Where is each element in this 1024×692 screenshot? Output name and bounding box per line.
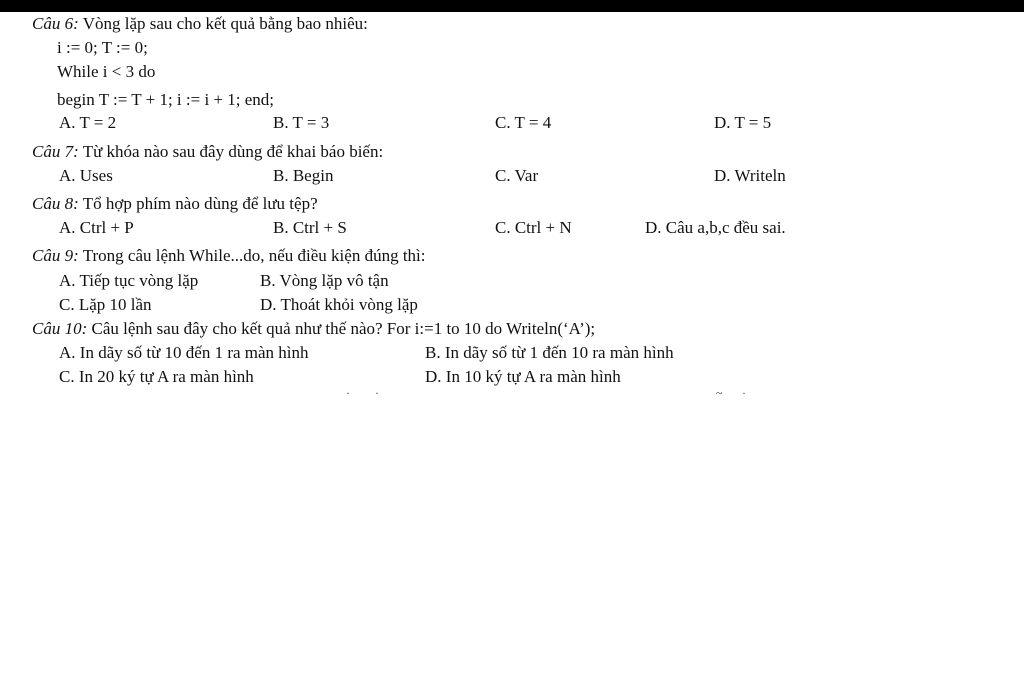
question-6-option-d: D. T = 5 bbox=[714, 113, 772, 132]
question-7-option-b: B. Begin bbox=[273, 166, 334, 185]
question-8-option-a: A. Ctrl + P bbox=[59, 218, 134, 237]
question-10-option-a: A. In dãy số từ 10 đến 1 ra màn hình bbox=[59, 343, 309, 362]
question-9-option-d: D. Thoát khỏi vòng lặp bbox=[260, 295, 418, 314]
question-6-option-a: A. T = 2 bbox=[59, 113, 117, 132]
question-9-option-c: C. Lặp 10 lần bbox=[59, 295, 152, 314]
question-6-label: Câu 6: bbox=[32, 14, 79, 33]
question-8 bbox=[32, 194, 318, 214]
question-8-option-d: D. Câu a,b,c đều sai. bbox=[645, 218, 786, 237]
question-6-option-b: B. T = 3 bbox=[273, 113, 330, 132]
question-7 bbox=[32, 142, 383, 162]
question-6-option-c: C. T = 4 bbox=[495, 113, 552, 132]
question-7-text: Từ khóa nào sau đây dùng để khai báo biến: bbox=[82, 142, 384, 161]
question-9-option-b: B. Vòng lặp vô tận bbox=[260, 271, 389, 290]
question-7-option-c: C. Var bbox=[495, 166, 539, 185]
question-10-option-b: B. In dãy số từ 1 đến 10 ra màn hình bbox=[425, 343, 674, 362]
question-6-text: Vòng lặp sau cho kết quả bằng bao nhiêu: bbox=[82, 14, 368, 33]
question-6-code-line-1: i := 0; T := 0; bbox=[57, 38, 148, 57]
question-9-text: Trong câu lệnh While...do, nếu điều kiện đúng thì: bbox=[82, 246, 426, 265]
question-10-option-d: D. In 10 ký tự A ra màn hình bbox=[425, 367, 621, 386]
question-9 bbox=[32, 246, 426, 266]
scan-speck-2: · bbox=[375, 386, 379, 400]
question-9-option-a: A. Tiếp tục vòng lặp bbox=[59, 271, 199, 290]
question-10 bbox=[32, 319, 595, 339]
question-10-option-c: C. In 20 ký tự A ra màn hình bbox=[59, 367, 254, 386]
question-6-code-line-2: While i < 3 do bbox=[57, 62, 156, 81]
question-8-text: Tổ hợp phím nào dùng để lưu tệp? bbox=[82, 194, 318, 213]
question-10-label: Câu 10: bbox=[32, 319, 88, 338]
question-6 bbox=[32, 14, 368, 34]
question-6-code-line-3: begin T := T + 1; i := i + 1; end; bbox=[57, 90, 275, 109]
question-8-option-b: B. Ctrl + S bbox=[273, 218, 347, 237]
question-10-text: Câu lệnh sau đây cho kết quả như thế nào? For i:=1 to 10 do Writeln(‘A’); bbox=[91, 319, 596, 338]
scan-speck-1: · bbox=[346, 386, 350, 400]
question-7-option-d: D. Writeln bbox=[714, 166, 786, 185]
scan-speck-4: · bbox=[742, 386, 746, 400]
question-7-label: Câu 7: bbox=[32, 142, 79, 161]
scan-speck-3: ~ bbox=[716, 386, 723, 400]
question-8-label: Câu 8: bbox=[32, 194, 79, 213]
question-9-label: Câu 9: bbox=[32, 246, 79, 265]
question-8-option-c: C. Ctrl + N bbox=[495, 218, 572, 237]
question-7-option-a: A. Uses bbox=[59, 166, 113, 185]
